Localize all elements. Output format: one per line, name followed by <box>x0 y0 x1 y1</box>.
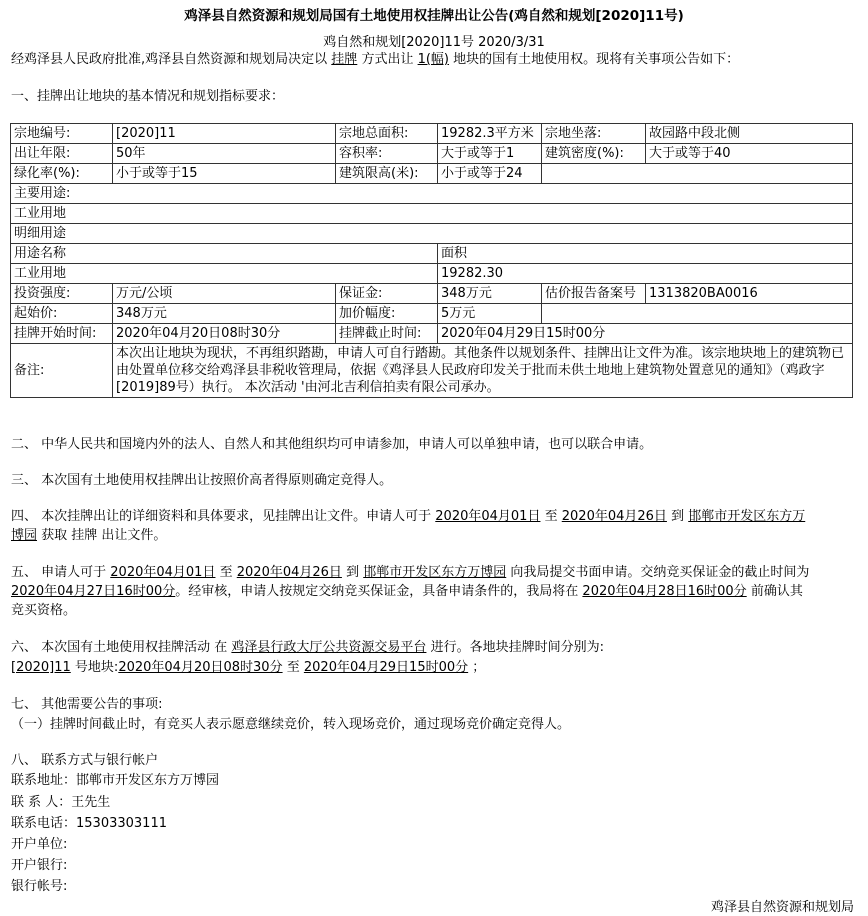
date-text: 2020年04月29日15时00分 <box>303 660 469 675</box>
table-row <box>11 304 853 324</box>
date-text: 2020年04月20日08时30分 <box>118 660 283 675</box>
contact-address: 联系地址：邯郸市开发区东方万博园 <box>11 773 220 788</box>
section-5-line-3: 竞买资格。 <box>11 603 77 618</box>
table-label: 估价报告备案号 <box>542 284 646 304</box>
table-value: 5万元 <box>438 304 542 324</box>
table-label: 容积率: <box>336 144 438 164</box>
section-6-line-2 <box>11 659 485 676</box>
table-label: 保证金: <box>336 284 438 304</box>
table-label: 宗地总面积: <box>336 124 438 144</box>
intro-count: 1(幅) <box>417 52 450 67</box>
page-title: 鸡泽县自然资源和规划局国有土地使用权挂牌出让公告(鸡自然和规划[2020]11号) <box>184 8 684 24</box>
section-text: 号地块: <box>74 660 119 675</box>
table-label: 投资强度: <box>11 284 113 304</box>
section-text: 至 <box>286 660 300 675</box>
section-5 <box>11 564 809 581</box>
table-label: 绿化率(%): <box>11 164 113 184</box>
table-label: 出让年限: <box>11 144 113 164</box>
table-value: 2020年04月20日08时30分 <box>113 324 336 344</box>
table-label: 宗地坐落: <box>542 124 646 144</box>
section-2: 二、 中华人民共和国境内外的法人、自然人和其他组织均可申请参加，申请人可以单独申请，也可以联合申请。 <box>11 437 653 452</box>
date-text: 2020年04月01日 <box>110 565 216 580</box>
table-value: 19282.30 <box>438 264 853 284</box>
table-row <box>11 204 853 224</box>
table-label: 挂牌开始时间: <box>11 324 113 344</box>
table-row <box>11 124 853 144</box>
table-row <box>11 284 853 304</box>
table-label: 面积 <box>438 244 853 264</box>
table-label: 用途名称 <box>11 244 438 264</box>
table-value: 万元/公顷 <box>113 284 336 304</box>
section-text: 五、 申请人可于 <box>11 565 107 580</box>
section-8-heading: 八、 联系方式与银行帐户 <box>11 753 159 768</box>
section-text: 前确认其 <box>750 584 803 599</box>
section-text: ； <box>472 660 486 675</box>
contact-phone: 联系电话：15303303111 <box>11 816 167 831</box>
section-text: 获取 挂牌 出让文件。 <box>41 528 167 543</box>
table-label: 起始价: <box>11 304 113 324</box>
intro-text: 方式出让 <box>361 52 414 67</box>
account-unit: 开户单位: <box>11 837 68 852</box>
account-number: 银行帐号: <box>11 879 68 894</box>
table-row <box>11 324 853 344</box>
table-row <box>11 164 853 184</box>
section-text: 至 <box>219 565 233 580</box>
intro-mode: 挂牌 <box>331 52 358 67</box>
date-text: 2020年04月27日16时00分 <box>11 584 176 599</box>
table-empty-cell <box>542 164 853 184</box>
place-text: 邯郸市开发区东方万 <box>688 509 806 524</box>
table-value: 大于或等于40 <box>646 144 853 164</box>
table-value: 348万元 <box>113 304 336 324</box>
table-value: 工业用地 <box>11 204 853 224</box>
section-4-line-2 <box>11 527 166 544</box>
table-row <box>11 184 853 204</box>
table-value: 2020年04月29日15时00分 <box>438 324 853 344</box>
date-text: 2020年04月28日16时00分 <box>582 584 747 599</box>
section-7-item: （一）挂牌时间截止时，有竞买人表示愿意继续竞价，转入现场竞价，通过现场竞价确定竞得人。 <box>11 717 571 732</box>
date-text: 2020年04月01日 <box>435 509 541 524</box>
table-label: 明细用途 <box>11 224 853 244</box>
table-value: [2020]11 <box>113 124 336 144</box>
document-number: 鸡自然和规划[2020]11号 2020/3/31 <box>323 35 545 50</box>
table-row <box>11 344 853 398</box>
table-value: 348万元 <box>438 284 542 304</box>
section-6 <box>11 639 604 656</box>
account-bank: 开户银行: <box>11 858 68 873</box>
table-label: 备注: <box>11 344 113 398</box>
section-text: 至 <box>544 509 558 524</box>
table-value: 1313820BA0016 <box>646 284 853 304</box>
issuer-signature: 鸡泽县自然资源和规划局 <box>710 900 854 915</box>
table-value: 工业用地 <box>11 264 438 284</box>
section-text: 六、 本次国有土地使用权挂牌活动 在 <box>11 640 228 655</box>
table-label: 宗地编号: <box>11 124 113 144</box>
section-text: 四、 本次挂牌出让的详细资料和具体要求，见挂牌出让文件。申请人可于 <box>11 509 432 524</box>
date-text: 2020年04月26日 <box>236 565 342 580</box>
place-text: 博园 <box>11 528 38 543</box>
intro-text: 地块的国有土地使用权。现将有关事项公告如下： <box>453 52 740 67</box>
section-1-heading: 一、挂牌出让地块的基本情况和规划指标要求： <box>11 89 285 104</box>
section-text: 到 <box>671 509 685 524</box>
table-empty-cell <box>542 304 853 324</box>
section-text: 到 <box>346 565 360 580</box>
table-row <box>11 144 853 164</box>
table-row <box>11 244 853 264</box>
table-label: 主要用途: <box>11 184 853 204</box>
section-3: 三、 本次国有土地使用权挂牌出让按照价高者得原则确定竞得人。 <box>11 473 393 488</box>
table-row <box>11 224 853 244</box>
table-label: 挂牌截止时间: <box>336 324 438 344</box>
section-text: 进行。各地块挂牌时间分别为: <box>430 640 604 655</box>
parcel-info-table <box>10 123 853 398</box>
table-value: 小于或等于15 <box>113 164 336 184</box>
table-value: 小于或等于24 <box>438 164 542 184</box>
table-label: 加价幅度: <box>336 304 438 324</box>
table-label: 建筑密度(%): <box>542 144 646 164</box>
place-text: 邯郸市开发区东方万博园 <box>363 565 507 580</box>
date-text: 2020年04月26日 <box>561 509 667 524</box>
contact-person: 联 系 人：王先生 <box>11 795 111 810</box>
table-row <box>11 264 853 284</box>
section-7-heading: 七、 其他需要公告的事项: <box>11 697 163 712</box>
section-text: 向我局提交书面申请。交纳竞买保证金的截止时间为 <box>510 565 810 580</box>
table-value: 大于或等于1 <box>438 144 542 164</box>
intro-paragraph <box>11 51 739 68</box>
place-text: 鸡泽县行政大厅公共资源交易平台 <box>231 640 427 655</box>
parcel-text: [2020]11 <box>11 660 71 675</box>
remark-text: 本次出让地块为现状，不再组织踏勘，申请人可自行踏勘。其他条件以规划条件、挂牌出让文件为准。该宗地块地上的建筑物已由处置单位移交给鸡泽县非税收管理局，依据《鸡泽县人民政府印发关于批而未供土地地上建筑物处置意见的通知》（鸡政字[2019]89号）执行。 本次活动 '由河北吉利信拍卖有限公司承办。 <box>113 344 853 398</box>
table-value: 50年 <box>113 144 336 164</box>
table-value: 故园路中段北侧 <box>646 124 853 144</box>
section-4 <box>11 508 805 525</box>
section-5-line-2 <box>11 583 803 600</box>
table-label: 建筑限高(米): <box>336 164 438 184</box>
intro-text: 经鸡泽县人民政府批准,鸡泽县自然资源和规划局决定以 <box>11 52 328 67</box>
section-text: 。经审核，申请人按规定交纳竞买保证金，具备申请条件的，我局将在 <box>175 584 579 599</box>
table-value: 19282.3平方米 <box>438 124 542 144</box>
